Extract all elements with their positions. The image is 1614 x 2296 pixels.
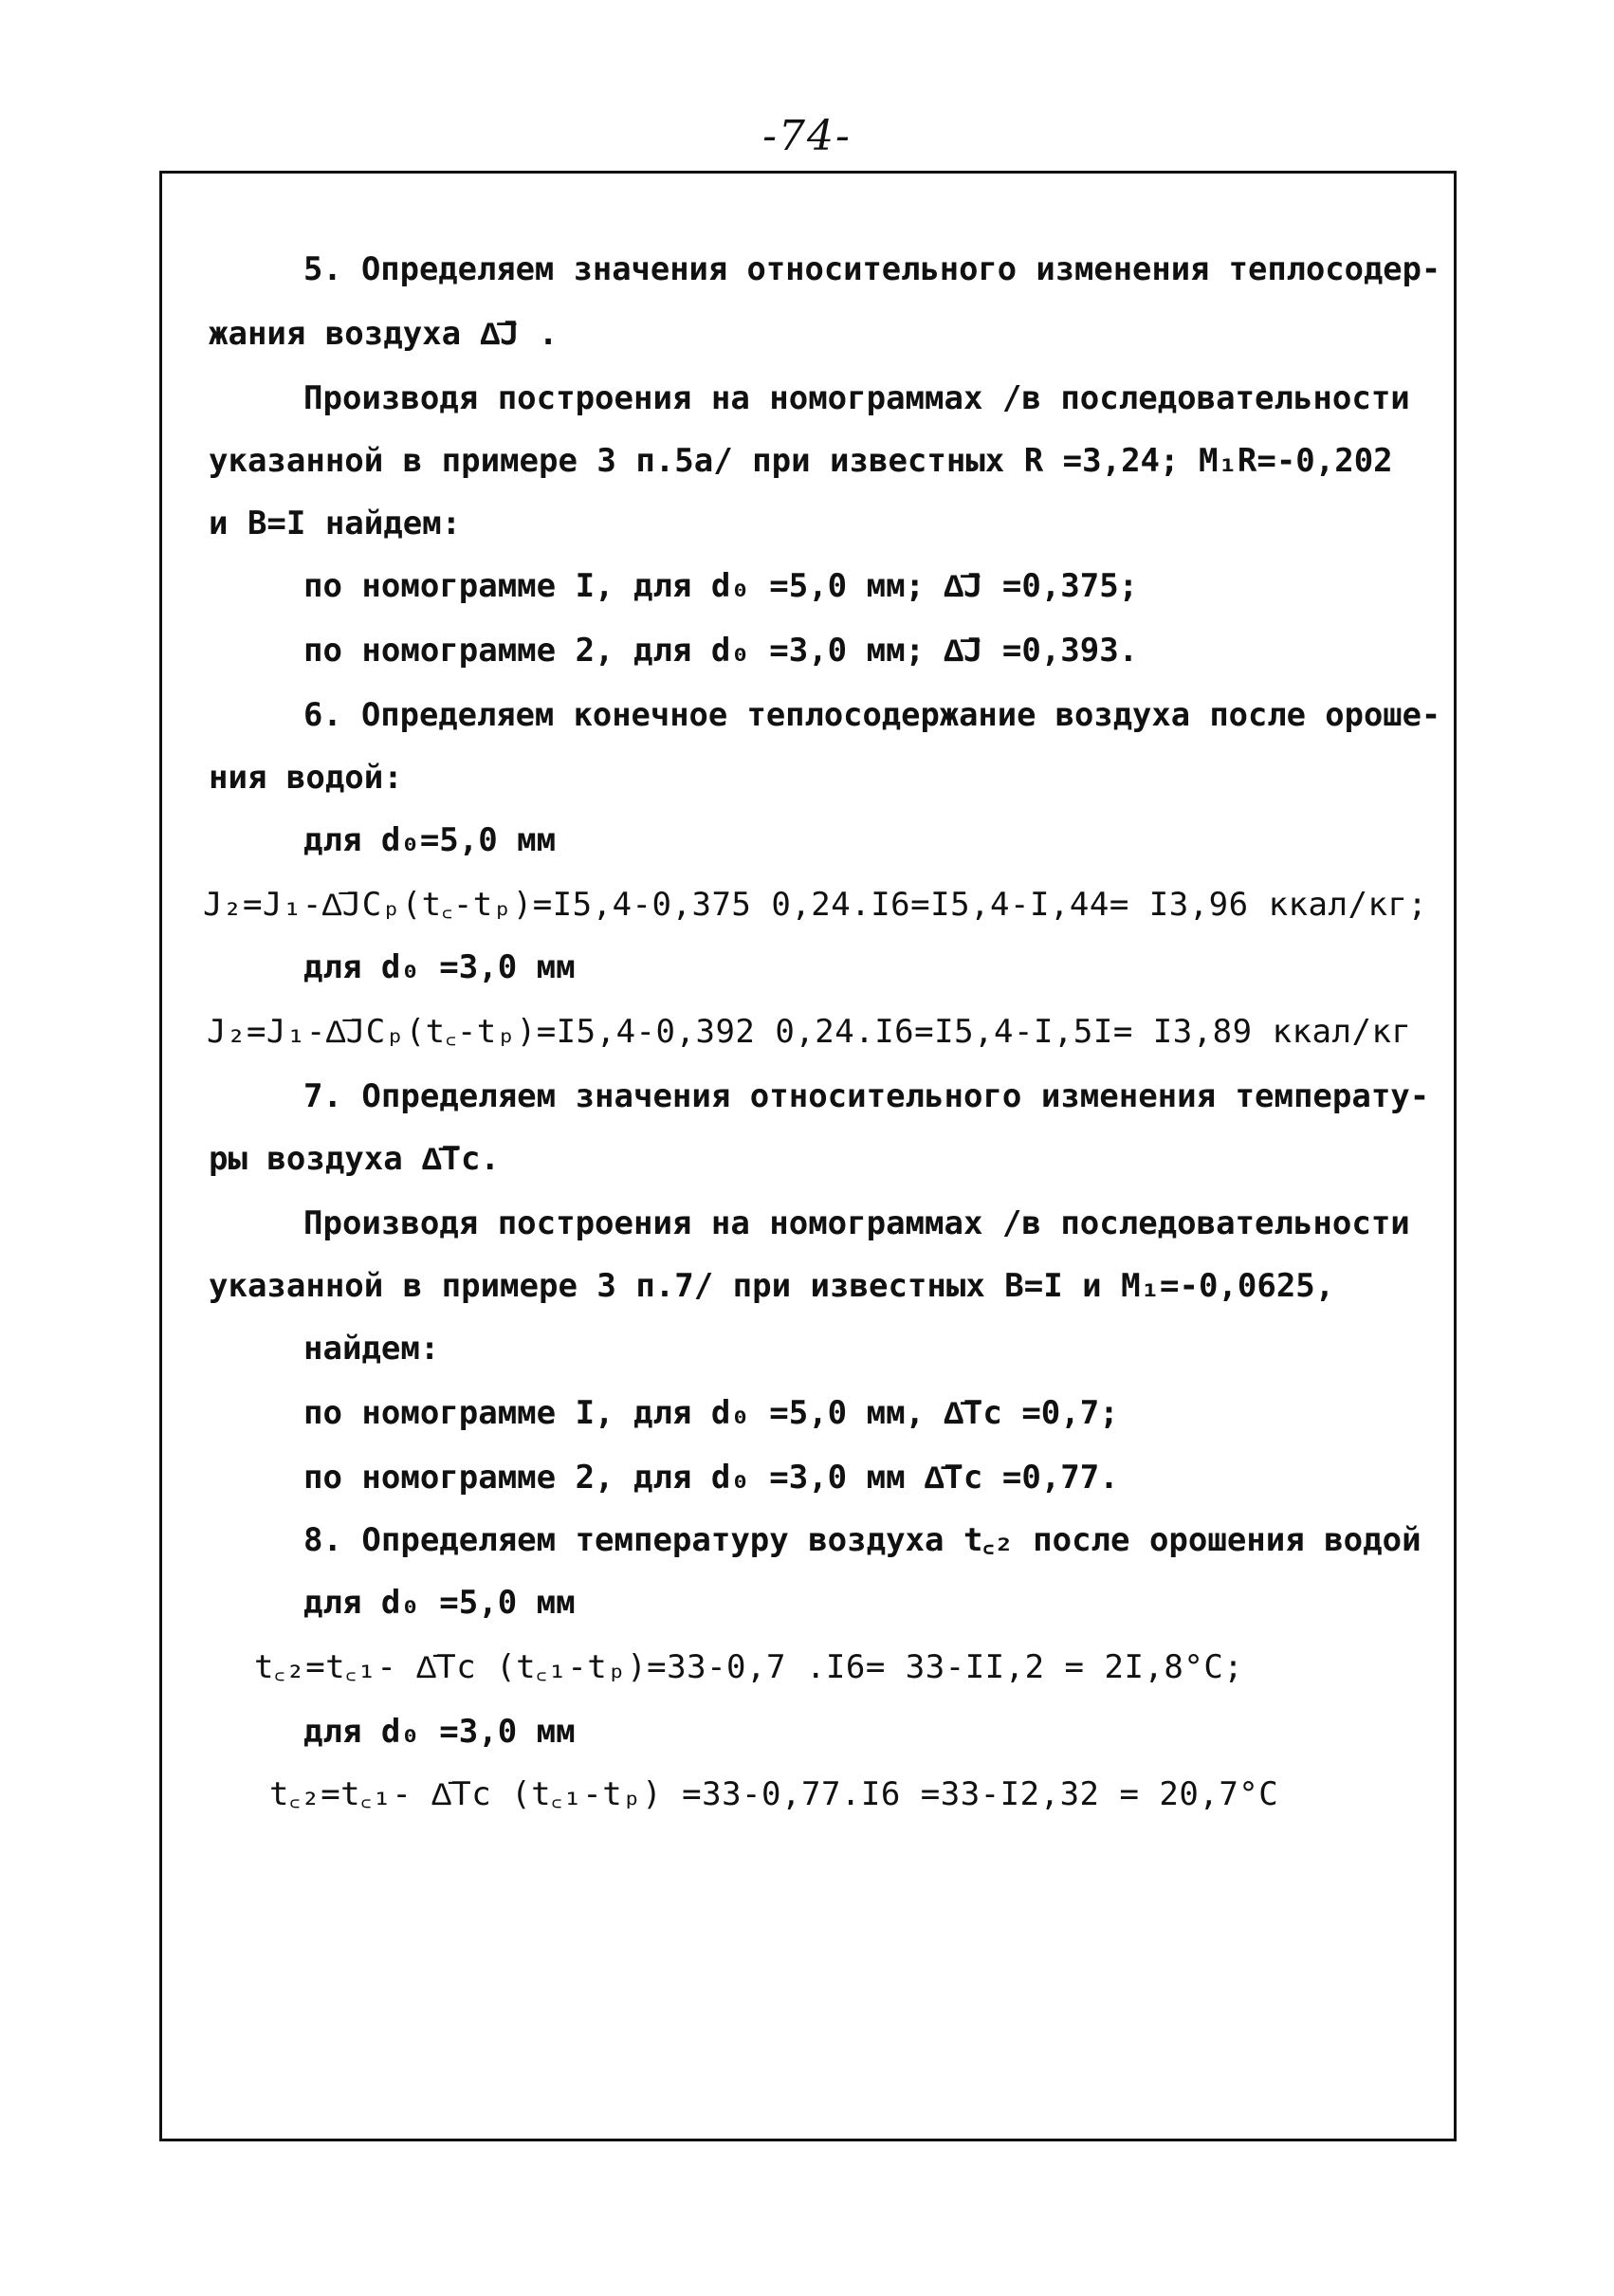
paragraph-line: 6. Определяем конечное теплосодержание воздуха после ороше- [303, 696, 1441, 734]
paragraph-line: по номограмме I, для d₀ =5,0 мм; Δ͞J =0,375; [303, 567, 1139, 605]
paragraph-line: жания воздуха Δ͞J . [209, 315, 559, 353]
paragraph-line: Производя построения на номограммах /в последовательности [303, 1204, 1410, 1242]
paragraph-line: 5. Определяем значения относительного изменения теплосодер- [303, 250, 1441, 288]
paragraph-line: по номограмме 2, для d₀ =3,0 мм Δ͞Tc =0,77. [303, 1459, 1119, 1497]
paragraph-line: и B=I найдем: [209, 505, 462, 542]
paragraph-line: указанной в примере 3 п.5а/ при известных R =3,24; M₁R=-0,202 [209, 442, 1393, 480]
formula-line: J₂=J₁-Δ͞JCₚ(t꜀-tₚ)=I5,4-0,375 0,24.I6=I5,4-I,44= I3,96 ккал/кг; [203, 886, 1428, 924]
paragraph-line: ния водой: [209, 759, 403, 797]
paragraph-line: для d₀ =3,0 мм [303, 948, 576, 986]
paragraph-line: по номограмме 2, для d₀ =3,0 мм; Δ͞J =0,393. [303, 632, 1139, 670]
formula-line: J₂=J₁-Δ͞JCₚ(t꜀-tₚ)=I5,4-0,392 0,24.I6=I5,4-I,5I= I3,89 ккал/кг [207, 1013, 1412, 1051]
paragraph-line: для d₀ =5,0 мм [303, 1584, 576, 1622]
paragraph-line: для d₀=5,0 мм [303, 821, 557, 859]
paragraph-line: указанной в примере 3 п.7/ при известных B=I и M₁=-0,0625, [209, 1267, 1335, 1305]
paragraph-line: найдем: [303, 1330, 440, 1368]
paragraph-line: для d₀ =3,0 мм [303, 1713, 576, 1751]
formula-line: t꜀₂=t꜀₁- Δ͞Tc (t꜀₁-tₚ)=33-0,7 .I6= 33-II,2 = 2I,8°C; [254, 1648, 1244, 1686]
paragraph-line: 8. Определяем температуру воздуха t꜀₂ после орошения водой [303, 1521, 1421, 1559]
paragraph-line: 7. Определяем значения относительного изменения температу- [303, 1077, 1430, 1115]
paragraph-line: ры воздуха Δ͞Tc. [209, 1140, 500, 1178]
page-number: -74- [762, 112, 852, 160]
paragraph-line: по номограмме I, для d₀ =5,0 мм, Δ͞Tc =0,7; [303, 1394, 1119, 1432]
formula-line: t꜀₂=t꜀₁- Δ͞Tc (t꜀₁-tₚ) =33-0,77.I6 =33-I2,32 = 20,7°C [269, 1775, 1279, 1813]
paragraph-line: Производя построения на номограммах /в последовательности [303, 379, 1410, 417]
